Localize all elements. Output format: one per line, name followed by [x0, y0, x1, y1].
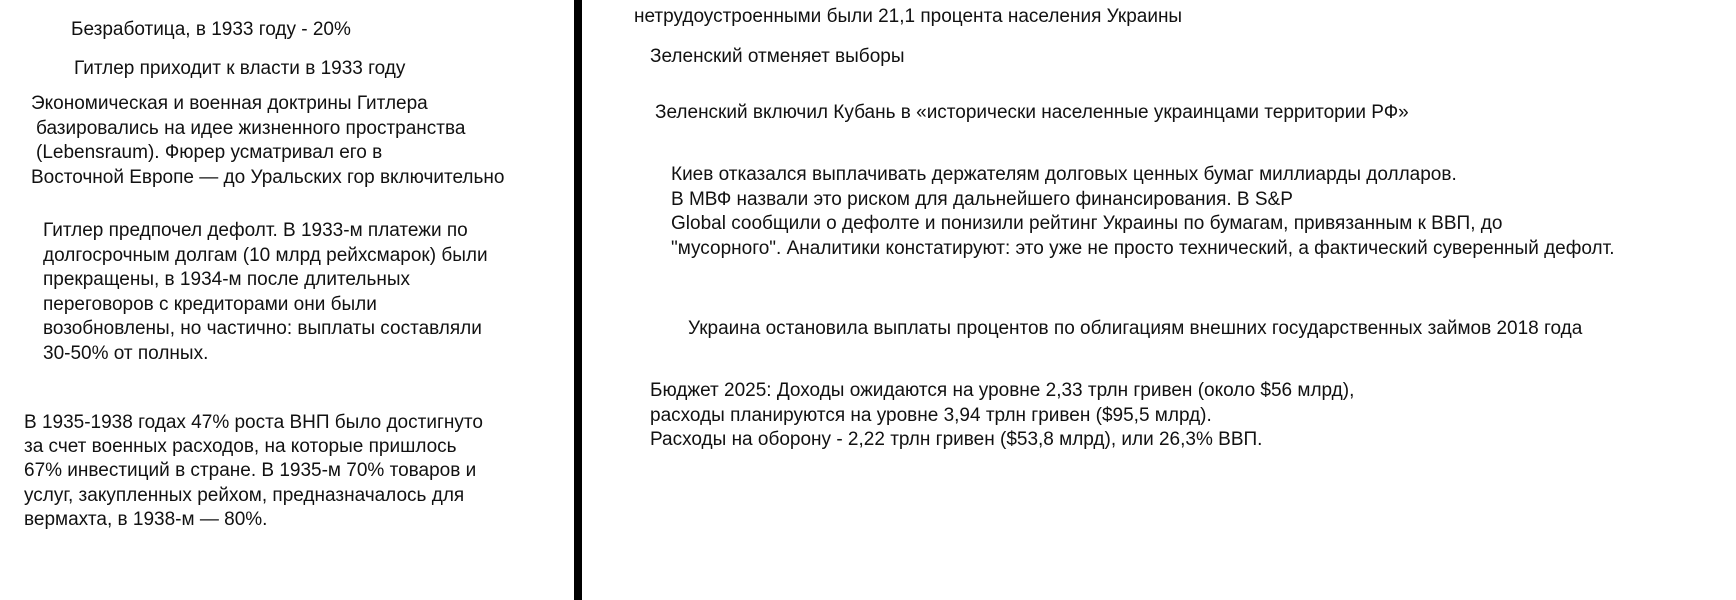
default-line: прекращены, в 1934-м после длительных — [43, 269, 411, 290]
default-line: переговоров с кредиторами они были — [43, 293, 377, 315]
unemployment-1933-text — [71, 18, 351, 42]
doctrine-line: базировались на идее жизненного пространства — [36, 117, 466, 139]
default-line: 30-50% от полных. — [43, 342, 209, 364]
zelensky-kuban-text — [655, 101, 1409, 125]
hitler-power-text — [74, 57, 405, 81]
unemployment-1933-line: Безработица, в 1933 году - 20% — [71, 19, 351, 40]
gnp-growth-line: 67% инвестиций в стране. В 1935-м 70% товаров и — [24, 460, 477, 482]
budget-2025-line: Бюджет 2025: Доходы ожидаются на уровне 2,33 трлн гривен (около $56 млрд), — [650, 380, 1355, 401]
doctrine-line: Восточной Европе — до Уральских гор включительно — [31, 166, 505, 188]
interest-stop-line: Украина остановила выплаты процентов по облигациям внешних государственных займов 2018 года — [688, 318, 1583, 339]
kyiv-default-paragraph — [671, 163, 1615, 261]
interest-stop-text — [688, 317, 1582, 341]
kyiv-default-line: В МВФ назвали это риском для дальнейшего финансирования. В S&P — [671, 188, 1293, 210]
budget-2025-line: расходы планируются на уровне 3,94 трлн гривен ($95,5 млрд). — [650, 404, 1212, 426]
left-column — [0, 0, 574, 600]
right-column — [584, 0, 1736, 600]
default-line: долгосрочным долгам (10 млрд рейхсмарок) были — [43, 244, 488, 266]
column-divider — [574, 0, 582, 600]
gnp-growth-line: В 1935-1938 годах 47% роста ВНП было достигнуто — [24, 412, 483, 433]
budget-2025-line: Расходы на оборону - 2,22 трлн гривен ($53,8 млрд), или 26,3% ВВП. — [650, 429, 1263, 450]
gnp-growth-line: вермахта, в 1938-м — 80%. — [24, 508, 268, 530]
doctrine-paragraph — [31, 92, 504, 190]
unemployed-ukraine-line: нетрудоустроенными были 21,1 процента населения Украины — [634, 6, 1183, 27]
zelensky-elections-text — [650, 45, 904, 69]
default-paragraph — [43, 219, 488, 366]
zelensky-kuban-line: Зеленский включил Кубань в «исторически населенные украинцами территории РФ» — [655, 102, 1409, 123]
doctrine-line: Экономическая и военная доктрины Гитлера — [31, 93, 428, 114]
budget-2025-paragraph — [650, 379, 1354, 453]
hitler-power-line: Гитлер приходит к власти в 1933 году — [74, 58, 406, 79]
kyiv-default-line: Киев отказался выплачивать держателям долговых ценных бумаг миллиарды долларов. — [671, 164, 1457, 185]
zelensky-elections-line: Зеленский отменяет выборы — [650, 46, 905, 67]
doctrine-line: (Lebensraum). Фюрер усматривал его в — [36, 142, 383, 163]
gnp-growth-paragraph — [24, 411, 483, 532]
gnp-growth-line: услуг, закупленных рейхом, предназначалось для — [24, 484, 465, 506]
gnp-growth-line: за счет военных расходов, на которые пришлось — [24, 436, 457, 458]
default-line: возобновлены, но частично: выплаты составляли — [43, 318, 482, 339]
unemployed-ukraine-text — [634, 5, 1182, 29]
kyiv-default-line: "мусорного". Аналитики констатируют: это уже не просто технический, а фактический суверенный дефолт. — [671, 237, 1615, 259]
kyiv-default-line: Global сообщили о дефолте и понизили рейтинг Украины по бумагам, привязанным к ВВП, до — [671, 213, 1503, 234]
default-line: Гитлер предпочел дефолт. В 1933-м платежи по — [43, 220, 468, 241]
